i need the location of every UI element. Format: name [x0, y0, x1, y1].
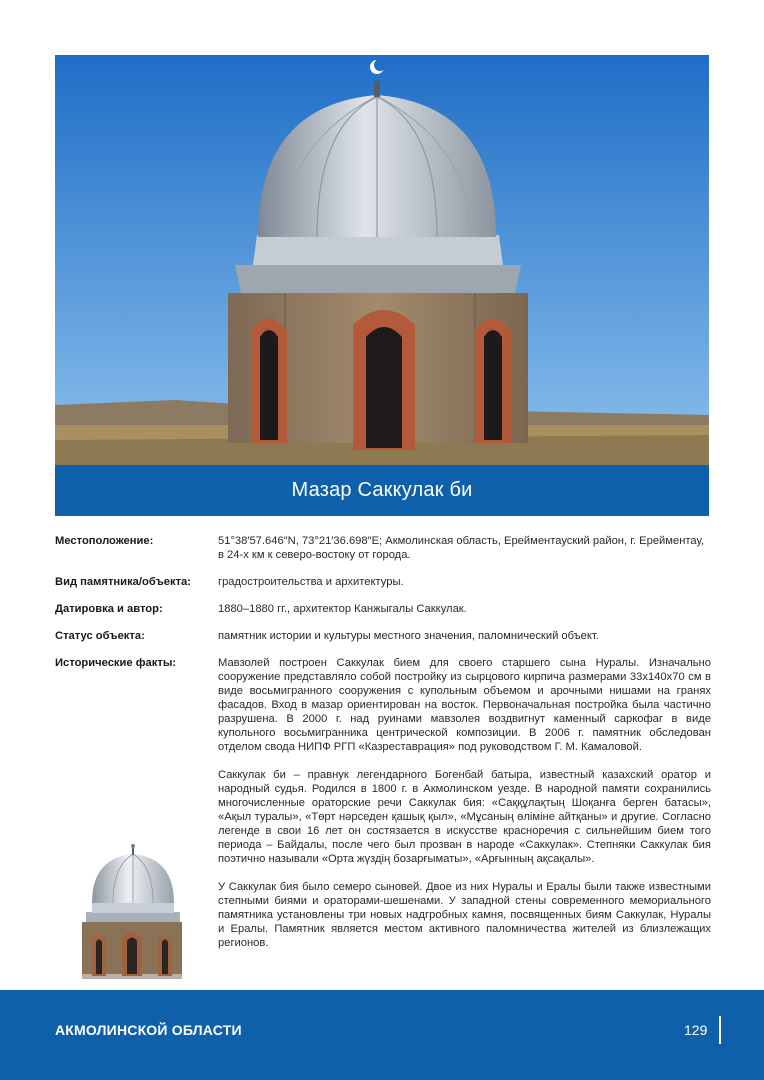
field-location	[55, 534, 711, 562]
history-paragraph: У Саккулак бия было семеро сыновей. Двое из них Нуралы и Ералы были также известными степными биями и ораторами-шешенами. У западной стены современного мемориального памятника установлены три новых надгробных камня, посвященных биям Саккулак, Нуралы и Ералы. Памятник является местом активного паломничества жителей из близлежащих регионов.	[218, 881, 711, 949]
footer-bar	[0, 990, 764, 1080]
field-label: Статус объекта:	[55, 630, 145, 642]
field-label: Датировка и автор:	[55, 603, 163, 615]
field-type	[55, 575, 711, 589]
field-value: градостроительства и архитектуры.	[218, 576, 404, 588]
title-text: Мазар Саккулак би	[291, 479, 473, 501]
history-paragraph: Мавзолей построен Саккулак бием для своего старшего сына Нуралы. Изначально сооружение представляло собой постройку из сырцового кирпича размерами 33х140х70 см в виде восьмигранного сооружения с купольным объемом и арочными нишами на гранях фасадов. Вход в мазар ориентирован на восток. Первоначальная постройка была частично разрушена. В 2000 г. над руинами мавзолея воздвигнут каменный саркофаг в виде купольного восьмигранника центрической композиции. В 2006 г. памятник обследован отделом свода НИПФ РГП «Казреставрация» под руководством Г. М. Камаловой.	[218, 657, 711, 753]
history-text	[218, 656, 711, 964]
field-label: Исторические факты:	[55, 657, 177, 669]
field-dating	[55, 602, 711, 616]
field-value: 1880–1880 гг., архитектор Канжыгалы Саккулак.	[218, 603, 467, 615]
footer-region: АКМОЛИНСКОЙ ОБЛАСТИ	[55, 1022, 242, 1038]
field-value: памятник истории и культуры местного значения, паломнический объект.	[218, 630, 599, 642]
field-label: Вид памятника/объекта:	[55, 576, 191, 588]
page-title	[55, 465, 709, 516]
footer-divider	[719, 1016, 721, 1044]
history-paragraph: Саккулак би – правнук легендарного Богенбай батыра, известный казахский оратор и народный судья. Родился в 1800 г. в Акмолинском уезде. В народной памяти сохранились многочисленные ораторские речи Саккулак бия: «Саққұлақтың Шоқанға берген батасы», «Ақыл туралы», «Төрт нәрседен қашық қыл», «Мұсаның өліміне айтқаны» и другие. Согласно легенде в свои 16 лет он состязается в искусстве красноречия с сильнейшим бием того периода – Байдалы, после чего был прозван в народе «Саккулак». Степняки Саккулак бия поэтично называли «Орта жүздің бозарғыматы», «Арғынның ақсақалы».	[218, 769, 711, 865]
page-number: 129	[684, 1022, 708, 1038]
mausoleum-photo	[55, 55, 709, 465]
mausoleum-illustration	[78, 842, 188, 982]
field-label: Местоположение:	[55, 535, 154, 547]
field-value: 51°38′57.646″N, 73°21′36.698″E; Акмолинская область, Ерейментауский район, г. Ерейментау, в 24-х км к северо-востоку от города.	[218, 535, 705, 561]
field-status	[55, 629, 711, 643]
